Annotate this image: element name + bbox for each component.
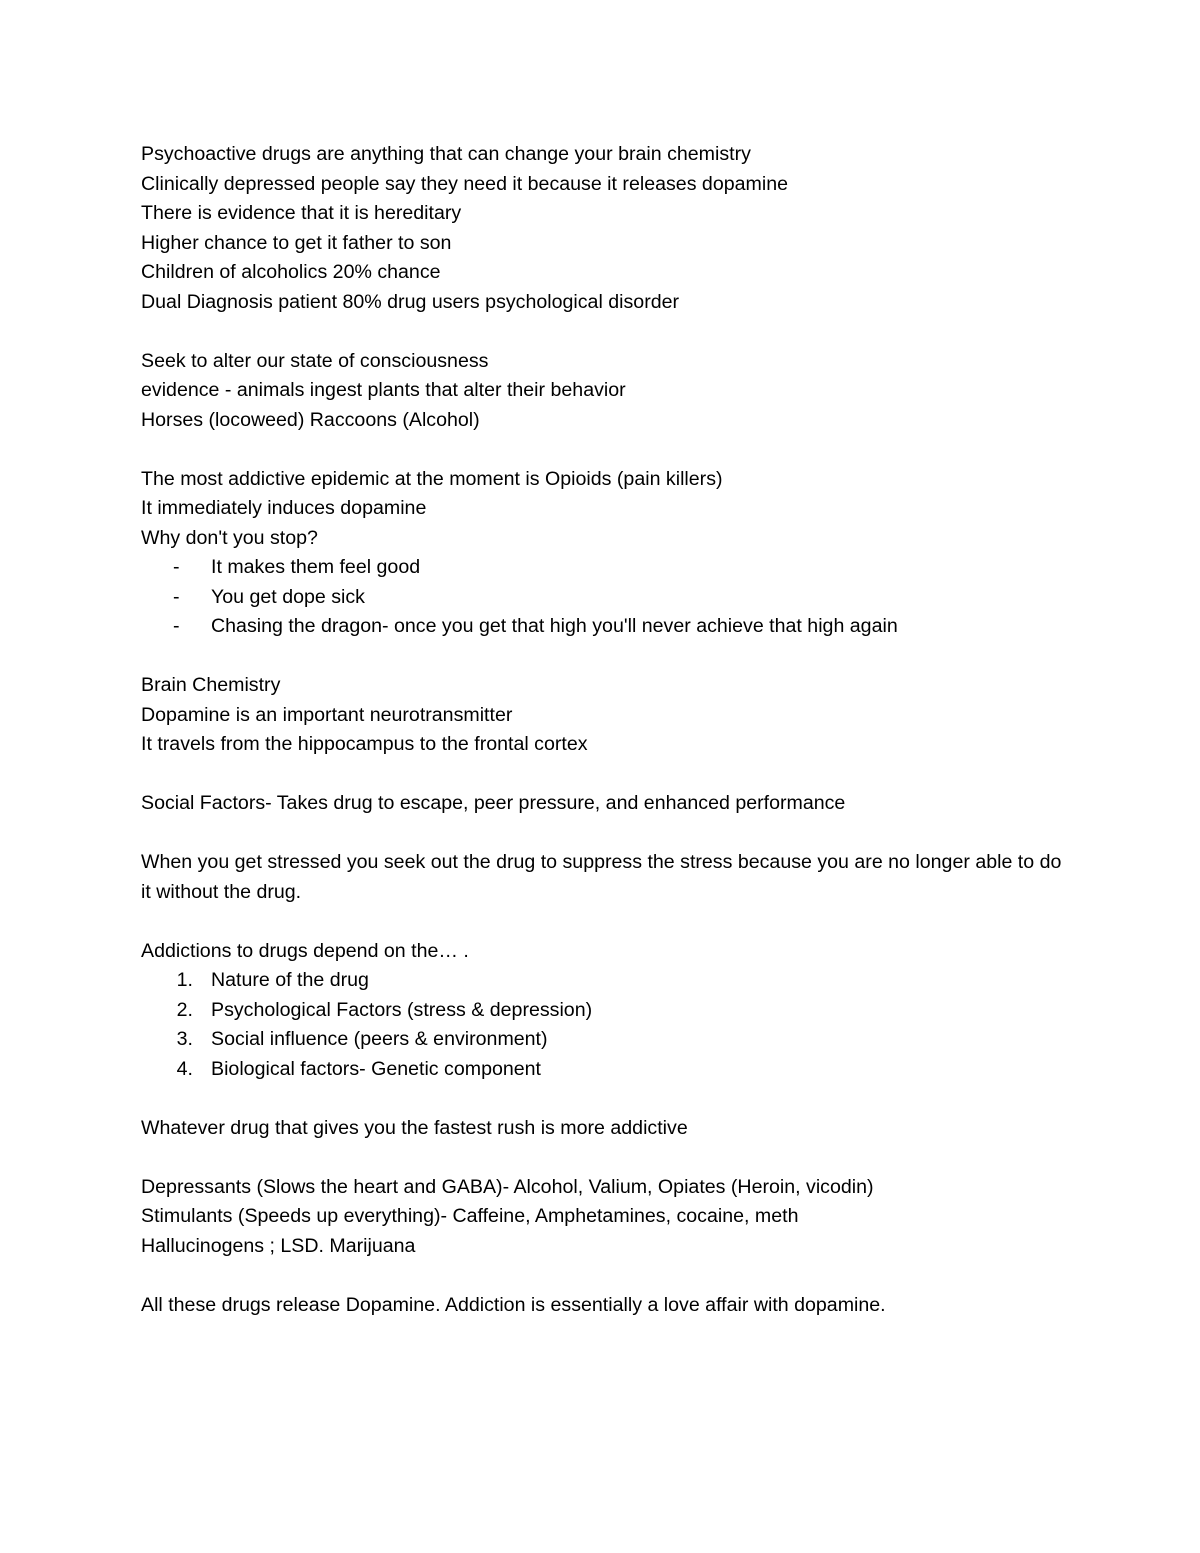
- numbered-item: [141, 966, 1071, 996]
- conclusion-line: All these drugs release Dopamine. Addiction is essentially a love affair with dopamine.: [141, 1293, 886, 1316]
- opioids-line: It immediately induces dopamine: [141, 497, 427, 519]
- dash-marker: -: [173, 615, 180, 637]
- number-marker: 1.: [176, 969, 193, 991]
- intro-line: There is evidence that it is hereditary: [141, 202, 462, 224]
- number-marker: 3.: [176, 1028, 193, 1050]
- bullet-text: You get dope sick: [211, 585, 365, 608]
- intro-line: Dual Diagnosis patient 80% drug users psychological disorder: [141, 290, 680, 313]
- document-body: [141, 140, 1071, 1320]
- paragraph-spacer: [141, 1143, 1071, 1173]
- numbered-item: [141, 996, 1071, 1026]
- paragraph-spacer: [141, 317, 1071, 347]
- consciousness-line: Horses (locoweed) Raccoons (Alcohol): [141, 408, 480, 431]
- numbered-text: Psychological Factors (stress & depression): [211, 998, 593, 1021]
- opioids-line: Why don't you stop?: [141, 526, 318, 549]
- intro-line: Higher chance to get it father to son: [141, 231, 452, 254]
- brain-line: Dopamine is an important neurotransmitter: [141, 703, 513, 726]
- intro-line: Psychoactive drugs are anything that can change your brain chemistry: [141, 143, 751, 165]
- numbered-item: [141, 1055, 1071, 1085]
- paragraph-spacer: [141, 907, 1071, 937]
- paragraph-spacer: [141, 1084, 1071, 1114]
- paragraph-spacer: [141, 760, 1071, 790]
- drug-category-line: Hallucinogens ; LSD. Marijuana: [141, 1234, 416, 1257]
- stress-paragraph: When you get stressed you seek out the drug to suppress the stress because you are no longer able to do it without the drug.: [141, 851, 1062, 903]
- social-factors-line: Social Factors- Takes drug to escape, peer pressure, and enhanced performance: [141, 792, 846, 814]
- paragraph-spacer: [141, 642, 1071, 672]
- dash-marker: -: [173, 556, 180, 578]
- bullet-text: Chasing the dragon- once you get that high you'll never achieve that high again: [211, 615, 898, 637]
- opioids-line: The most addictive epidemic at the moment is Opioids (pain killers): [141, 467, 723, 490]
- bullet-item: [141, 612, 1071, 642]
- paragraph-spacer: [141, 1261, 1071, 1291]
- numbered-item: [141, 1025, 1071, 1055]
- consciousness-line: Seek to alter our state of consciousness: [141, 349, 489, 372]
- intro-line: Clinically depressed people say they need it because it releases dopamine: [141, 172, 788, 195]
- intro-line: Children of alcoholics 20% chance: [141, 261, 441, 283]
- numbered-text: Biological factors- Genetic component: [211, 1057, 541, 1080]
- number-marker: 4.: [176, 1057, 193, 1080]
- number-marker: 2.: [176, 998, 193, 1021]
- numbered-text: Social influence (peers & environment): [211, 1028, 548, 1050]
- brain-line: It travels from the hippocampus to the frontal cortex: [141, 733, 588, 755]
- paragraph-spacer: [141, 819, 1071, 849]
- rush-line: Whatever drug that gives you the fastest rush is more addictive: [141, 1116, 688, 1139]
- bullet-item: [141, 583, 1071, 613]
- bullet-text: It makes them feel good: [211, 556, 421, 578]
- paragraph-spacer: [141, 435, 1071, 465]
- numbered-text: Nature of the drug: [211, 969, 369, 991]
- addictions-heading: Addictions to drugs depend on the… .: [141, 939, 469, 962]
- consciousness-line: evidence - animals ingest plants that alter their behavior: [141, 379, 626, 401]
- drug-category-line: Depressants (Slows the heart and GABA)- Alcohol, Valium, Opiates (Heroin, vicodin): [141, 1175, 874, 1198]
- dash-marker: -: [173, 585, 180, 608]
- drug-category-line: Stimulants (Speeds up everything)- Caffeine, Amphetamines, cocaine, meth: [141, 1205, 799, 1227]
- bullet-item: [141, 553, 1071, 583]
- brain-line: Brain Chemistry: [141, 674, 281, 696]
